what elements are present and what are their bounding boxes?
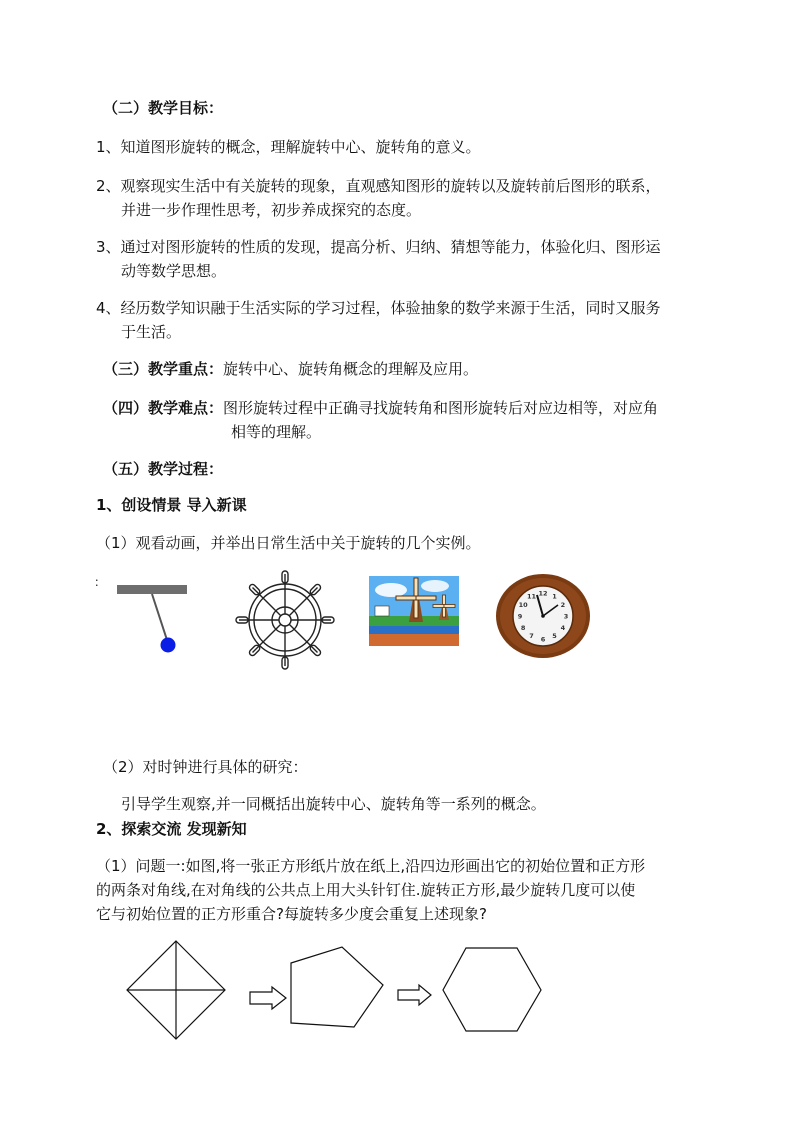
key-point-label: （三）教学重点： bbox=[103, 360, 224, 378]
arrow-right-icon-2 bbox=[398, 985, 431, 1005]
objective-4-num: 4、 bbox=[96, 299, 121, 317]
arrow-right-icon bbox=[250, 987, 286, 1009]
images-marker: ： bbox=[94, 575, 107, 589]
scene-river bbox=[369, 626, 459, 634]
difficulty-label: （四）教学难点： bbox=[103, 399, 224, 417]
clock-numeral: 11 bbox=[526, 592, 537, 601]
objective-4 bbox=[96, 298, 661, 318]
clock-illustration bbox=[494, 571, 594, 661]
step1-item2-text: 引导学生观察,并一同概括出旋转中心、旋转角等一系列的概念。 bbox=[121, 795, 546, 813]
objectives-heading: （二）教学目标： bbox=[103, 99, 224, 117]
ship-wheel-illustration bbox=[232, 570, 338, 670]
clock-numeral: 12 bbox=[538, 589, 548, 598]
pendulum-rod bbox=[152, 594, 167, 640]
step1-title: 1、创设情景 导入新课 bbox=[96, 496, 247, 514]
clock-numeral: 8 bbox=[520, 623, 526, 632]
step2-question-line-3: 它与初始位置的正方形重合?每旋转多少度会重复上述现象? bbox=[96, 905, 487, 923]
clock-center bbox=[541, 614, 545, 618]
clock-numeral: 6 bbox=[540, 635, 546, 644]
clock-numeral: 7 bbox=[529, 632, 534, 641]
difficulty bbox=[103, 398, 658, 418]
clock-numeral: 5 bbox=[552, 632, 557, 641]
pendulum-illustration bbox=[112, 580, 194, 656]
hexagon-shape bbox=[443, 948, 541, 1031]
clock-numeral: 1 bbox=[552, 592, 557, 601]
clock-numeral: 9 bbox=[517, 612, 523, 621]
objective-2-line-2: 并进一步作理性思考，初步养成探究的态度。 bbox=[121, 201, 422, 219]
pendulum-bar bbox=[117, 585, 187, 594]
key-point bbox=[103, 359, 478, 379]
objective-4-line-1: 经历数学知识融于生活实际的学习过程，体验抽象的数学来源于生活，同时又服务 bbox=[120, 299, 661, 317]
clock-numeral: 3 bbox=[563, 612, 569, 621]
process-heading: （五）教学过程： bbox=[103, 460, 224, 478]
step2-question-line-2: 的两条对角线,在对角线的公共点上用大头针钉住.旋转正方形,最少旋转几度可以使 bbox=[96, 881, 636, 899]
shapes-sequence-figure bbox=[120, 935, 550, 1045]
objective-4-line-2: 于生活。 bbox=[121, 323, 182, 341]
clock-numeral: 10 bbox=[518, 600, 528, 609]
objective-2-line-1: 观察现实生活中有关旋转的现象，直观感知图形的旋转以及旋转前后图形的联系， bbox=[120, 177, 661, 195]
objective-1-num: 1、 bbox=[96, 138, 121, 156]
step2-question-line-1: （1）问题一:如图,将一张正方形纸片放在纸上,沿四边形画出它的初始位置和正方形 bbox=[96, 857, 646, 875]
objective-1-line-1: 知道图形旋转的概念，理解旋转中心、旋转角的意义。 bbox=[120, 138, 481, 156]
step1-item1: （1）观看动画，并举出日常生活中关于旋转的几个实例。 bbox=[96, 534, 481, 552]
objective-1 bbox=[96, 137, 481, 157]
clock-numeral: 2 bbox=[560, 600, 566, 609]
clock-numeral: 4 bbox=[560, 623, 566, 632]
objective-3-line-2: 动等数学思想。 bbox=[121, 262, 227, 280]
objective-2-num: 2、 bbox=[96, 177, 121, 195]
step2-title: 2、探索交流 发现新知 bbox=[96, 820, 247, 838]
pentagon-shape bbox=[291, 947, 383, 1027]
key-point-text: 旋转中心、旋转角概念的理解及应用。 bbox=[223, 360, 479, 378]
windmill-scene-illustration bbox=[369, 576, 459, 646]
difficulty-line-2: 相等的理解。 bbox=[231, 423, 322, 441]
pendulum-bob bbox=[161, 638, 176, 653]
step1-item2: （2）对时钟进行具体的研究： bbox=[103, 758, 308, 776]
objective-2 bbox=[96, 176, 661, 196]
difficulty-line-1: 图形旋转过程中正确寻找旋转角和图形旋转后对应边相等，对应角 bbox=[223, 399, 659, 417]
objective-3-line-1: 通过对图形旋转的性质的发现，提高分析、归纳、猜想等能力，体验化归、图形运 bbox=[120, 238, 661, 256]
objective-3-num: 3、 bbox=[96, 238, 121, 256]
objective-3 bbox=[96, 237, 661, 257]
